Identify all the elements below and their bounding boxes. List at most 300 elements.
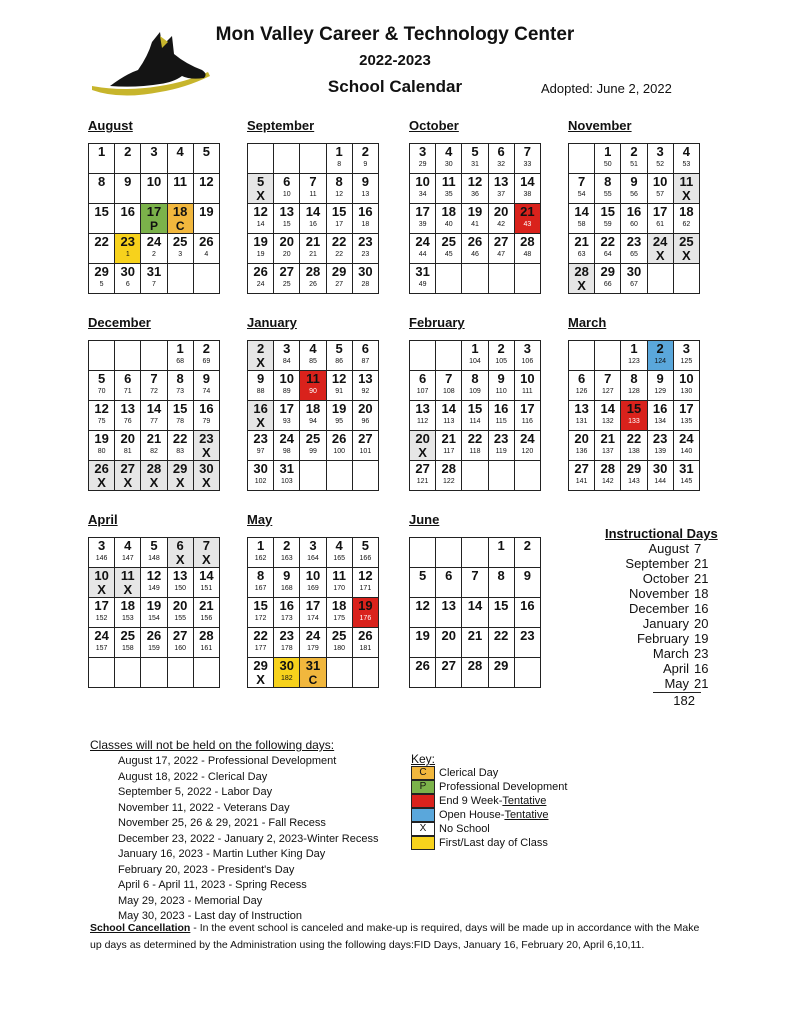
day-cell: [595, 341, 621, 371]
day-number: 30: [199, 461, 214, 476]
legend-swatch: [411, 808, 435, 822]
day-number: 25: [120, 628, 136, 643]
day-count: 30: [444, 161, 453, 168]
day-number: 12: [331, 371, 347, 386]
day-number: 16: [493, 401, 509, 416]
day-number: 10: [415, 174, 430, 189]
day-number: 22: [600, 234, 616, 249]
day-cell: [248, 628, 274, 658]
instructional-month: March: [652, 646, 689, 661]
day-count: 158: [121, 645, 134, 652]
day-number: 3: [150, 144, 158, 159]
closed-day-item: November 11, 2022 - Veterans Day: [118, 801, 290, 814]
day-number: 2: [202, 341, 210, 356]
day-number: 27: [415, 461, 430, 476]
day-cell: [673, 204, 699, 234]
day-number: 31: [279, 461, 295, 476]
day-count: 154: [148, 615, 160, 622]
day-cell: [167, 371, 193, 401]
day-count: 147: [121, 555, 134, 562]
day-cell: [621, 144, 647, 174]
day-count: 33: [523, 161, 532, 168]
cancellation-note: [90, 920, 710, 954]
day-count: 106: [521, 358, 534, 365]
day-number: 23: [120, 234, 136, 249]
day-cell: [167, 264, 193, 294]
day-count: 78: [176, 418, 185, 425]
day-cell: [647, 264, 673, 294]
day-number: 28: [305, 264, 321, 279]
day-number: 10: [679, 371, 694, 386]
day-count: 94: [309, 418, 317, 425]
day-cell: [326, 538, 352, 568]
day-count: 45: [444, 251, 453, 258]
month-table: [247, 340, 379, 491]
day-cell: [595, 144, 621, 174]
day-cell: [673, 431, 699, 461]
day-cell: [462, 431, 488, 461]
day-cell: [352, 401, 378, 431]
day-number: 14: [305, 204, 321, 219]
day-cell: [89, 431, 115, 461]
day-cell: [410, 598, 436, 628]
day-cell: [462, 144, 488, 174]
day-cell: [462, 341, 488, 371]
day-number: 13: [493, 174, 509, 189]
day-cell: [621, 461, 647, 491]
instructional-month: February: [636, 631, 689, 646]
day-number: 10: [279, 371, 295, 386]
day-cell: [141, 568, 167, 598]
day-cell: [436, 264, 462, 294]
day-number: 30: [358, 264, 373, 279]
day-cell: [569, 461, 595, 491]
day-cell: [115, 264, 141, 294]
day-cell: [115, 234, 141, 264]
day-cell: [436, 658, 462, 688]
instructional-month: August: [648, 541, 689, 556]
day-count: 155: [174, 615, 186, 622]
instructional-row: [603, 541, 718, 556]
month-name: November: [568, 118, 632, 133]
day-count: 38: [523, 191, 532, 198]
day-cell: [326, 461, 352, 491]
month-name: August: [88, 118, 133, 133]
day-count: 176: [359, 615, 372, 622]
day-count: 15: [282, 221, 291, 228]
day-cell: [488, 234, 514, 264]
day-cell: [274, 371, 300, 401]
day-count: 17: [335, 221, 344, 228]
day-count: 20: [282, 251, 291, 258]
day-count: 111: [522, 388, 533, 395]
day-cell: [352, 144, 378, 174]
instructional-month: September: [625, 556, 689, 571]
day-cell: [514, 174, 540, 204]
day-cell: [274, 264, 300, 294]
day-number: 7: [309, 174, 317, 189]
day-number: 2: [256, 341, 265, 356]
day-cell: [488, 628, 514, 658]
day-cell: [462, 204, 488, 234]
day-number: 26: [253, 264, 268, 279]
day-count: 152: [95, 615, 108, 622]
day-cell: [462, 371, 488, 401]
day-count: 5: [99, 281, 104, 288]
day-count: 62: [682, 221, 691, 228]
day-number: 15: [493, 598, 509, 613]
day-cell: [462, 174, 488, 204]
day-number: 24: [94, 628, 109, 643]
day-count: 44: [418, 251, 427, 258]
day-number: 26: [199, 234, 214, 249]
legend-item: [411, 808, 567, 822]
day-count: X: [97, 582, 106, 597]
day-number: 10: [146, 174, 162, 189]
day-number: 4: [309, 341, 317, 356]
day-cell: [647, 401, 673, 431]
day-number: 23: [199, 431, 214, 446]
instructional-row: [603, 556, 718, 571]
day-cell: [352, 598, 378, 628]
legend-item: [411, 766, 567, 780]
day-cell: [462, 568, 488, 598]
day-cell: [621, 174, 647, 204]
day-count: 6: [125, 281, 130, 288]
day-count: 97: [256, 448, 265, 455]
day-cell: [488, 658, 514, 688]
day-number: 21: [305, 234, 321, 249]
day-number: 2: [630, 144, 638, 159]
day-cell: [193, 174, 219, 204]
day-count: 172: [254, 615, 267, 622]
day-cell: [647, 431, 673, 461]
day-number: 14: [441, 401, 457, 416]
day-number: 16: [120, 204, 136, 219]
day-cell: [115, 144, 141, 174]
day-count: 14: [256, 221, 265, 228]
day-number: 28: [146, 461, 162, 476]
legend-item: [411, 794, 567, 808]
day-number: 13: [358, 371, 373, 386]
day-count: 85: [309, 358, 317, 365]
day-cell: [167, 204, 193, 234]
day-number: 28: [574, 264, 589, 279]
day-cell: [167, 234, 193, 264]
legend-label: No School: [439, 823, 490, 835]
adopted-date: Adopted: June 2, 2022: [541, 81, 672, 96]
day-count: 178: [280, 645, 293, 652]
day-number: 6: [577, 371, 586, 386]
day-count: 47: [497, 251, 506, 258]
day-number: 23: [253, 431, 268, 446]
day-number: 14: [520, 174, 535, 189]
day-cell: [193, 658, 219, 688]
closed-day-item: May 30, 2023 - Last day of Instruction: [118, 910, 303, 922]
day-number: 29: [94, 264, 109, 279]
instructional-row: [603, 676, 718, 691]
day-count: 43: [523, 221, 532, 228]
day-cell: [410, 174, 436, 204]
day-cell: [410, 144, 436, 174]
day-cell: [115, 204, 141, 234]
month-table: [88, 143, 220, 294]
day-cell: [488, 144, 514, 174]
day-cell: [300, 234, 326, 264]
day-number: 20: [574, 431, 589, 446]
day-count: 67: [630, 281, 638, 288]
day-number: 17: [415, 204, 430, 219]
day-count: 58: [577, 221, 586, 228]
day-number: 22: [331, 234, 347, 249]
day-number: 15: [331, 204, 347, 219]
day-count: 75: [97, 418, 106, 425]
day-count: 18: [361, 221, 370, 228]
legend-tentative: Tentative: [502, 795, 547, 807]
day-count: 163: [280, 555, 293, 562]
day-count: X: [202, 445, 211, 460]
day-cell: [167, 598, 193, 628]
day-number: 23: [493, 431, 509, 446]
day-number: 13: [574, 401, 589, 416]
day-cell: [410, 204, 436, 234]
day-count: 80: [97, 448, 106, 455]
day-count: 12: [335, 191, 344, 198]
day-count: 179: [307, 645, 319, 652]
day-number: 24: [279, 431, 295, 446]
day-number: 1: [604, 144, 612, 159]
day-number: 21: [520, 204, 535, 219]
day-number: 31: [146, 264, 162, 279]
day-cell: [326, 401, 352, 431]
day-cell: [436, 568, 462, 598]
day-cell: [514, 144, 540, 174]
day-count: 151: [200, 585, 213, 592]
instructional-month: May: [664, 676, 689, 691]
day-number: 18: [331, 598, 347, 613]
day-cell: [141, 204, 167, 234]
day-number: 10: [520, 371, 535, 386]
day-cell: [300, 204, 326, 234]
day-cell: [352, 341, 378, 371]
day-count: 160: [174, 645, 186, 652]
day-count: 134: [654, 418, 666, 425]
day-number: 6: [445, 568, 453, 583]
day-number: 1: [630, 341, 638, 356]
day-count: X: [577, 278, 586, 293]
day-count: X: [256, 188, 265, 203]
day-cell: [326, 264, 352, 294]
day-cell: [352, 431, 378, 461]
day-count: 126: [575, 388, 588, 395]
day-cell: [248, 371, 274, 401]
day-count: 167: [254, 585, 267, 592]
day-count: 105: [495, 358, 507, 365]
day-number: 3: [418, 144, 427, 159]
day-cell: [300, 144, 326, 174]
day-cell: [193, 264, 219, 294]
instructional-row: [603, 661, 718, 676]
day-cell: [488, 401, 514, 431]
day-cell: [248, 174, 274, 204]
day-number: 12: [146, 568, 162, 583]
closed-day-item: February 20, 2023 - President's Day: [118, 863, 295, 876]
instructional-count: 23: [694, 646, 709, 661]
day-number: 12: [253, 204, 268, 219]
day-number: 5: [471, 144, 479, 159]
day-cell: [514, 658, 540, 688]
day-cell: [89, 568, 115, 598]
day-count: 54: [577, 191, 586, 198]
day-cell: [274, 431, 300, 461]
day-count: P: [149, 219, 158, 233]
day-number: 5: [202, 144, 210, 159]
day-cell: [115, 174, 141, 204]
month-table: [247, 537, 379, 688]
day-number: 29: [172, 461, 188, 476]
day-count: 11: [309, 191, 317, 198]
day-number: 26: [331, 431, 347, 446]
day-count: 64: [603, 251, 612, 258]
day-number: 17: [679, 401, 694, 416]
day-count: 69: [202, 358, 211, 365]
day-cell: [193, 538, 219, 568]
day-cell: [647, 371, 673, 401]
day-number: 18: [120, 598, 136, 613]
closed-day-item: January 16, 2023 - Martin Luther King Day: [118, 848, 326, 860]
day-number: 11: [173, 174, 188, 189]
day-cell: [621, 264, 647, 294]
day-number: 30: [279, 658, 295, 673]
day-number: 9: [124, 174, 132, 189]
legend-title: Key:: [411, 752, 436, 766]
day-number: 28: [467, 658, 483, 673]
day-number: 22: [467, 431, 483, 446]
day-count: 181: [359, 645, 372, 652]
day-cell: [248, 234, 274, 264]
day-cell: [352, 461, 378, 491]
day-cell: [462, 401, 488, 431]
day-cell: [274, 144, 300, 174]
day-count: 142: [601, 478, 614, 485]
day-cell: [193, 628, 219, 658]
day-number: 30: [626, 264, 642, 279]
day-number: 9: [656, 371, 664, 386]
day-number: 6: [283, 174, 291, 189]
day-count: 135: [680, 418, 693, 425]
day-number: 6: [497, 144, 505, 159]
day-count: 63: [577, 251, 586, 258]
instructional-count: 16: [694, 601, 709, 616]
day-cell: [300, 461, 326, 491]
day-count: 89: [282, 388, 291, 395]
day-cell: [141, 401, 167, 431]
day-cell: [248, 461, 274, 491]
day-number: 20: [415, 431, 430, 446]
closed-day-item: November 25, 26 & 29, 2021 - Fall Recess: [118, 817, 326, 829]
day-count: 7: [152, 281, 156, 288]
day-count: 96: [361, 418, 370, 425]
day-count: 84: [282, 358, 291, 365]
day-number: 6: [361, 341, 369, 356]
legend: [411, 752, 567, 850]
instructional-count: 20: [694, 616, 709, 631]
day-cell: [193, 431, 219, 461]
day-number: 25: [331, 628, 347, 643]
day-count: X: [655, 248, 665, 263]
day-number: 25: [172, 234, 188, 249]
day-count: 22: [335, 251, 344, 258]
day-cell: [326, 658, 352, 688]
day-cell: [89, 264, 115, 294]
day-cell: [488, 204, 514, 234]
day-count: 150: [174, 585, 186, 592]
day-count: X: [682, 188, 691, 203]
day-count: 82: [150, 448, 158, 455]
instructional-row: [603, 571, 718, 586]
day-number: 19: [146, 598, 162, 613]
day-cell: [488, 371, 514, 401]
day-count: 177: [254, 645, 267, 652]
day-cell: [274, 204, 300, 234]
day-count: 4: [204, 251, 209, 258]
day-number: 8: [97, 174, 106, 189]
day-count: 161: [200, 645, 213, 652]
day-number: 7: [523, 144, 531, 159]
day-count: 165: [333, 555, 345, 562]
day-number: 12: [467, 174, 483, 189]
day-cell: [436, 461, 462, 491]
day-number: 12: [199, 174, 214, 189]
day-cell: [462, 264, 488, 294]
day-count: 48: [523, 251, 532, 258]
school-year: 2022-2023: [359, 52, 431, 69]
day-cell: [673, 401, 699, 431]
legend-item: [411, 822, 567, 836]
legend-label: Open House-: [439, 809, 505, 821]
instructional-days-title: Instructional Days: [605, 526, 718, 541]
day-number: 6: [176, 538, 184, 553]
day-cell: [326, 628, 352, 658]
day-number: 20: [493, 204, 509, 219]
day-cell: [352, 174, 378, 204]
day-number: 5: [335, 341, 343, 356]
day-number: 3: [309, 538, 317, 553]
day-cell: [167, 568, 193, 598]
day-number: 30: [253, 461, 268, 476]
day-number: 16: [652, 401, 668, 416]
day-cell: [115, 371, 141, 401]
day-count: 103: [280, 478, 293, 485]
day-number: 8: [335, 174, 343, 189]
day-number: 1: [256, 538, 265, 553]
day-number: 26: [146, 628, 162, 643]
day-cell: [248, 538, 274, 568]
day-number: 28: [520, 234, 535, 249]
day-cell: [326, 598, 352, 628]
day-count: 129: [654, 388, 666, 395]
day-count: 32: [497, 161, 506, 168]
day-cell: [167, 341, 193, 371]
day-cell: [352, 538, 378, 568]
day-cell: [115, 431, 141, 461]
day-cell: [436, 144, 462, 174]
month-table: [88, 340, 220, 491]
day-cell: [115, 538, 141, 568]
instructional-count: 21: [694, 556, 709, 571]
day-count: 55: [603, 191, 612, 198]
day-number: 28: [441, 461, 457, 476]
